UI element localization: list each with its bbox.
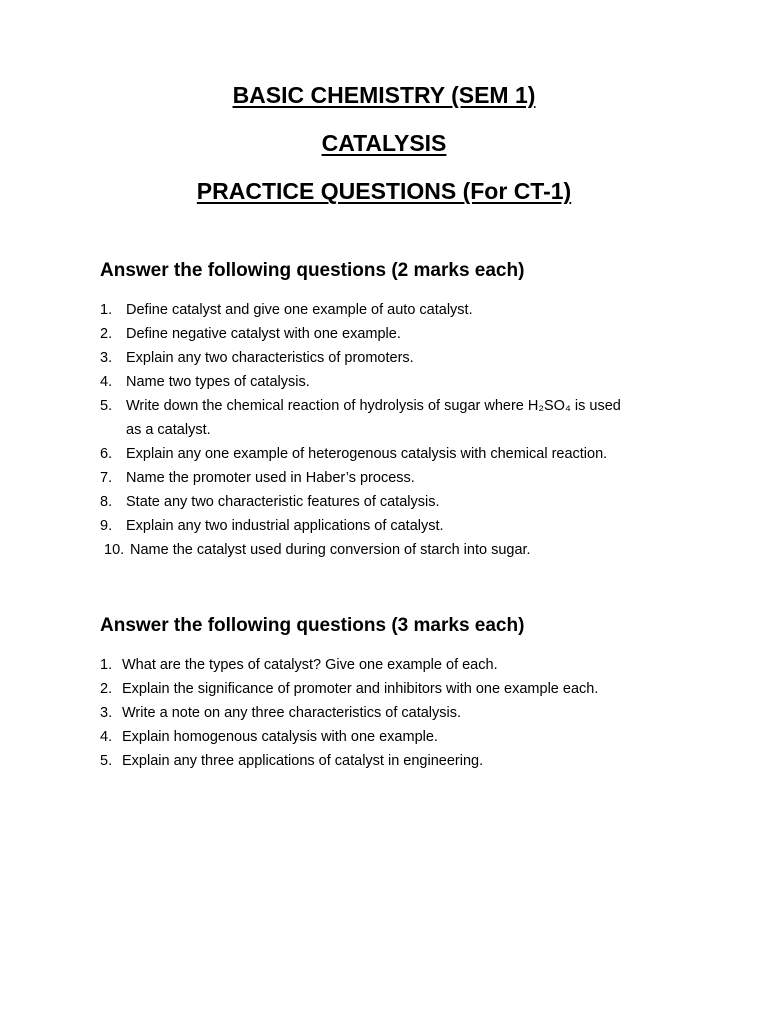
question-text: Name two types of catalysis. — [126, 374, 310, 390]
section-3-marks-title: Answer the following questions (3 marks each) — [100, 615, 525, 636]
list-item — [100, 701, 700, 725]
question-number: 3. — [100, 705, 113, 721]
question-text: Explain the significance of promoter and inhibitors with one example each. — [122, 681, 599, 697]
question-text: Name the promoter used in Haber’s process. — [126, 470, 415, 486]
question-number: 1. — [100, 657, 113, 673]
question-number: 10. — [104, 542, 125, 558]
question-text: What are the types of catalyst? Give one example of each. — [122, 657, 498, 673]
question-text: Write a note on any three characteristics of catalysis. — [122, 705, 462, 721]
question-number: 5. — [100, 398, 113, 414]
question-number: 1. — [100, 302, 113, 318]
question-number: 4. — [100, 374, 113, 390]
list-item — [100, 298, 700, 322]
question-text: Explain any one example of heterogenous catalysis with chemical reaction. — [126, 446, 608, 462]
list-item — [100, 538, 700, 562]
question-text: Define catalyst and give one example of auto catalyst. — [126, 302, 473, 318]
list-item — [100, 442, 700, 466]
list-item — [100, 370, 700, 394]
list-item — [100, 466, 700, 490]
question-text: State any two characteristic features of catalysis. — [126, 494, 440, 510]
list-item — [100, 394, 700, 442]
list-item — [100, 749, 700, 773]
question-number: 7. — [100, 470, 113, 486]
question-number: 9. — [100, 518, 113, 534]
list-item — [100, 490, 700, 514]
course-title: BASIC CHEMISTRY (SEM 1) — [232, 82, 536, 108]
question-number: 8. — [100, 494, 113, 510]
question-text-continuation: as a catalyst. — [126, 422, 211, 438]
list-item — [100, 653, 700, 677]
section-2-marks-title: Answer the following questions (2 marks each) — [100, 260, 525, 281]
practice-title: PRACTICE QUESTIONS (For CT-1) — [196, 178, 572, 204]
list-item — [100, 725, 700, 749]
list-item — [100, 322, 700, 346]
topic-title: CATALYSIS — [321, 130, 447, 156]
question-text: Explain any two industrial applications of catalyst. — [126, 518, 444, 534]
question-text: Explain any three applications of catalyst in engineering. — [122, 753, 484, 769]
question-number: 2. — [100, 681, 113, 697]
list-item — [100, 514, 700, 538]
question-number: 6. — [100, 446, 113, 462]
question-list-3-marks — [100, 653, 700, 773]
question-number: 3. — [100, 350, 113, 366]
question-number: 5. — [100, 753, 113, 769]
question-text: Name the catalyst used during conversion of starch into sugar. — [130, 542, 531, 558]
question-number: 2. — [100, 326, 113, 342]
question-text: Explain homogenous catalysis with one example. — [122, 729, 438, 745]
question-text: Write down the chemical reaction of hydrolysis of sugar where H₂SO₄ is used — [126, 398, 621, 414]
question-list-2-marks — [100, 298, 700, 562]
question-number: 4. — [100, 729, 113, 745]
list-item — [100, 677, 700, 701]
question-text: Define negative catalyst with one example. — [126, 326, 401, 342]
question-text: Explain any two characteristics of promoters. — [126, 350, 414, 366]
list-item — [100, 346, 700, 370]
